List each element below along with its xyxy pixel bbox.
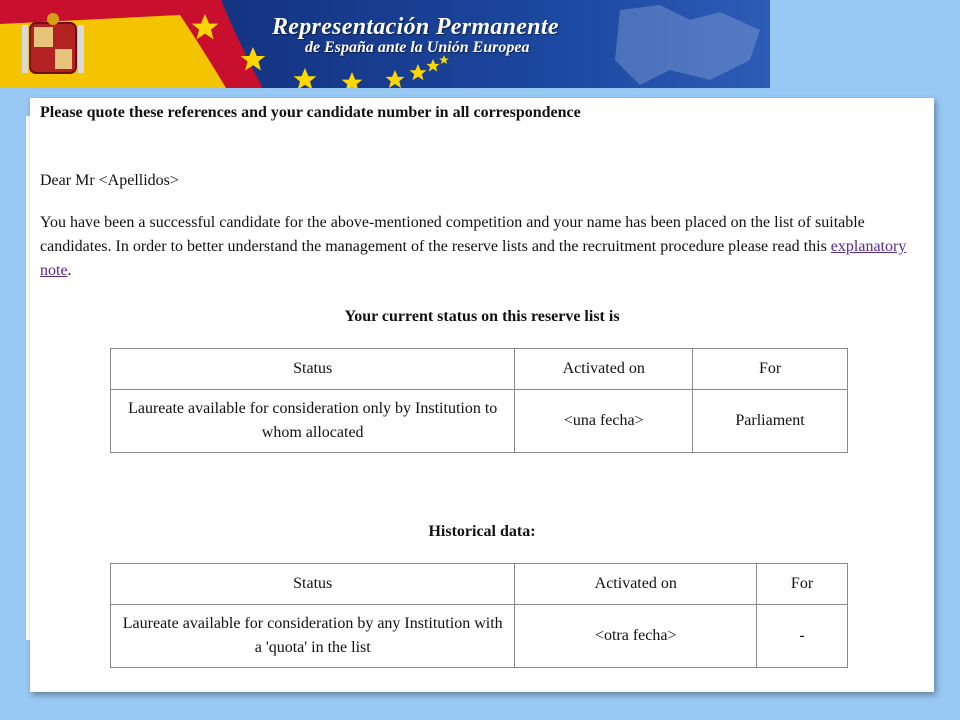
reference-line: Please quote these references and your candidate number in all correspondence — [40, 104, 581, 121]
cell-for: - — [757, 605, 848, 668]
banner-title: Representación Permanente — [272, 14, 559, 40]
cell-activated-on: <otra fecha> — [515, 605, 757, 668]
explanatory-note-link[interactable]: explanatory note — [40, 238, 907, 279]
letter-document — [30, 98, 934, 692]
column-header-activated-on: Activated on — [515, 349, 693, 390]
table-row — [111, 390, 848, 453]
column-header-for: For — [693, 349, 848, 390]
historical-data-heading: Historical data: — [428, 523, 536, 540]
cell-for: Parliament — [693, 390, 848, 453]
cell-status: Laureate available for consideration only by Institution to whom allocated — [111, 390, 515, 453]
column-header-for: For — [757, 564, 848, 605]
paragraph-end: . — [67, 262, 72, 279]
greeting: Dear Mr <Apellidos> — [40, 172, 179, 189]
paragraph-text: You have been a successful candidate for the above-mentioned competition and your name has been placed on the list of suitable candidates. In order to better understand the management of the reserve lists and the recruitment procedure please read this — [40, 214, 865, 255]
cell-activated-on: <una fecha> — [515, 390, 693, 453]
cell-status: Laureate available for consideration by any Institution with a 'quota' in the list — [111, 605, 515, 668]
current-status-table — [110, 348, 848, 453]
banner-subtitle: de España ante la Unión Europea — [305, 39, 530, 56]
table-header-row — [111, 349, 848, 390]
header-banner — [0, 0, 770, 88]
intro-paragraph — [40, 211, 925, 283]
table-row — [111, 605, 848, 668]
historical-data-table — [110, 563, 848, 668]
column-header-status: Status — [111, 349, 515, 390]
column-header-status: Status — [111, 564, 515, 605]
table-header-row — [111, 564, 848, 605]
current-status-heading: Your current status on this reserve list is — [344, 308, 620, 325]
column-header-activated-on: Activated on — [515, 564, 757, 605]
